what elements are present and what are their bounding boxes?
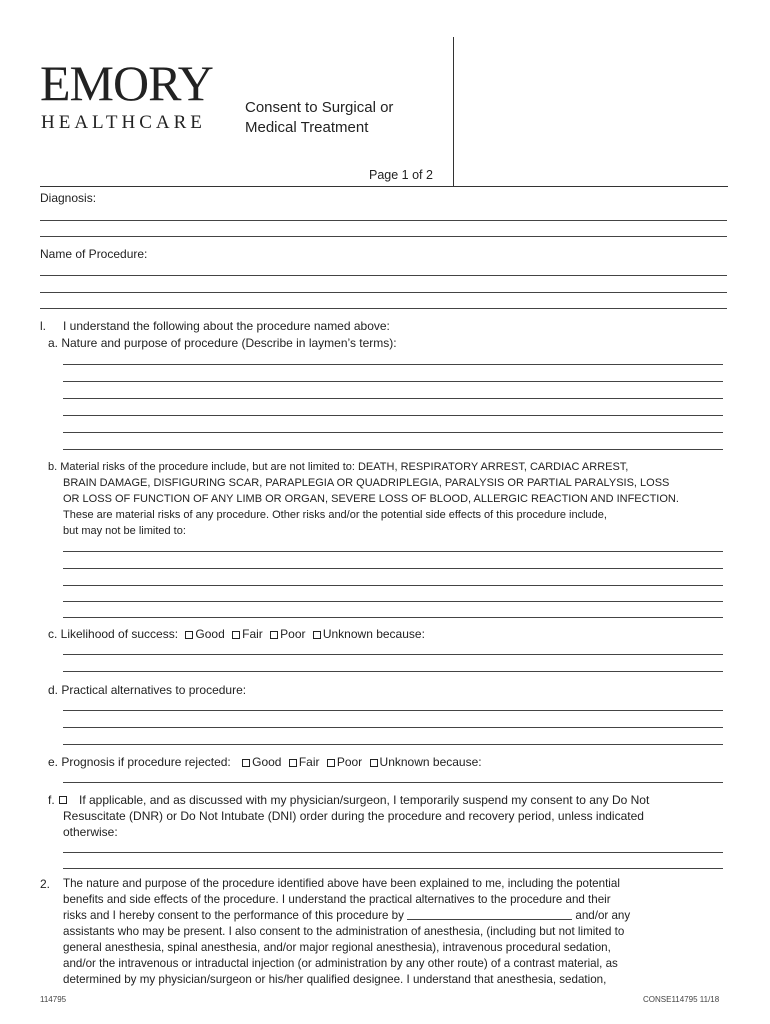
checkbox-e-unknown[interactable] [370,759,378,767]
item-a-line[interactable] [63,364,723,365]
section2-line: The nature and purpose of the procedure identified above have been explained to me, including the potential [63,877,620,890]
checkbox-c-good[interactable] [185,631,193,639]
option-good-label: Good [195,627,225,641]
physician-name-field[interactable] [407,909,572,920]
section1-number: l. [40,319,46,333]
item-a-line[interactable] [63,449,723,450]
item-b-line: OR LOSS OF FUNCTION OF ANY LIMB OR ORGAN, SEVERE LOSS OF BLOOD, ALLERGIC REACTION AND INFECTION. [63,493,679,505]
item-f-blank-line[interactable] [63,868,723,869]
item-e-row [48,754,482,770]
item-b-line: BRAIN DAMAGE, DISFIGURING SCAR, PARAPLEGIA OR QUADRIPLEGIA, PARALYSIS OR PARTIAL PARALYSIS, LOSS [63,477,670,489]
option-good-label: Good [252,755,282,769]
section2-line: determined by my physician/surgeon or his/her qualified designee. I understand that anesthesia, sedation, [63,973,607,986]
item-b-line: b. Material risks of the procedure include, but are not limited to: DEATH, RESPIRATORY ARREST, CARDIAC ARREST, [48,461,629,473]
footer-form-number: 114795 [40,995,67,1004]
section1-heading: I understand the following about the procedure named above: [63,319,390,333]
item-b-line-blank[interactable] [63,568,723,569]
option-fair-label: Fair [298,755,320,769]
section2-line: benefits and side effects of the procedure. I understand the practical alternatives to the procedure and their [63,893,611,906]
header-divider-vertical [453,37,454,186]
option-fair-label: Fair [242,627,263,641]
checkbox-c-poor[interactable] [270,631,278,639]
procedure-line[interactable] [40,275,727,276]
item-c-line[interactable] [63,654,723,655]
item-a-line[interactable] [63,432,723,433]
procedure-label: Name of Procedure: [40,247,148,261]
procedure-line[interactable] [40,308,727,309]
item-b-line-blank[interactable] [63,551,723,552]
checkbox-e-fair[interactable] [289,759,297,767]
form-title-line1: Consent to Surgical or [245,99,394,116]
section2-number: 2. [40,877,51,891]
item-a-line[interactable] [63,398,723,399]
header-divider-horizontal [40,186,728,187]
checkbox-c-fair[interactable] [232,631,240,639]
item-c-label: c. Likelihood of success: [48,627,179,641]
footer-form-code: CONSE114795 11/18 [643,995,720,1004]
checkbox-c-unknown[interactable] [313,631,321,639]
section2-line: assistants who may be present. I also consent to the administration of anesthesia, (including but not limited to [63,925,625,938]
form-title-line2: Medical Treatment [245,119,369,136]
item-d-line[interactable] [63,744,723,745]
section2-text [63,876,630,988]
item-d-label: d. Practical alternatives to procedure: [48,683,247,697]
section2-line [63,908,630,924]
logo-emory: EMORY [40,55,213,111]
item-a-line[interactable] [63,415,723,416]
option-poor-label: Poor [336,755,363,769]
page-number: Page 1 of 2 [369,168,433,182]
option-unknown-label: Unknown because: [322,627,425,641]
item-b-line-blank[interactable] [63,585,723,586]
section2-line-part: risks and I hereby consent to the performance of this procedure by [63,909,404,922]
diagnosis-label: Diagnosis: [40,191,97,205]
item-e-line[interactable] [63,782,723,783]
item-f-line: Resuscitate (DNR) or Do Not Intubate (DNI) order during the procedure and recovery period, unless indicated [63,809,644,823]
item-f-line: otherwise: [63,825,118,839]
procedure-line[interactable] [40,292,727,293]
diagnosis-line[interactable] [40,220,727,221]
form-title [245,98,393,138]
logo-healthcare: HEALTHCARE [41,112,206,133]
checkbox-e-good[interactable] [242,759,250,767]
item-d-line[interactable] [63,727,723,728]
diagnosis-line[interactable] [40,236,727,237]
item-b-line: These are material risks of any procedure. Other risks and/or the potential side effects of this procedure include, [63,509,607,521]
option-unknown-label: Unknown because: [379,755,482,769]
section2-line-part: and/or any [575,909,631,922]
checkbox-e-poor[interactable] [327,759,335,767]
item-c-row [48,626,425,642]
option-poor-label: Poor [280,627,306,641]
section2-line: and/or the intravenous or intraductal injection (or administration by any other route) of a contrast material, as [63,957,618,970]
item-a-line[interactable] [63,381,723,382]
item-a-label: a. Nature and purpose of procedure (Describe in laymen’s terms): [48,336,397,350]
item-f-letter: f. [48,793,55,807]
item-b-line-blank[interactable] [63,617,723,618]
item-f-blank-line[interactable] [63,852,723,853]
item-b-line: but may not be limited to: [63,525,186,537]
item-c-line[interactable] [63,671,723,672]
item-b-line-blank[interactable] [63,601,723,602]
section2-line: general anesthesia, spinal anesthesia, and/or major regional anesthesia), intravenous procedural sedation, [63,941,611,954]
item-d-line[interactable] [63,710,723,711]
item-b-text [48,459,679,539]
item-e-label: e. Prognosis if procedure rejected: [48,755,231,769]
checkbox-f-dnr[interactable] [59,796,67,804]
item-f-line: If applicable, and as discussed with my physician/surgeon, I temporarily suspend my consent to any Do Not [79,793,650,807]
